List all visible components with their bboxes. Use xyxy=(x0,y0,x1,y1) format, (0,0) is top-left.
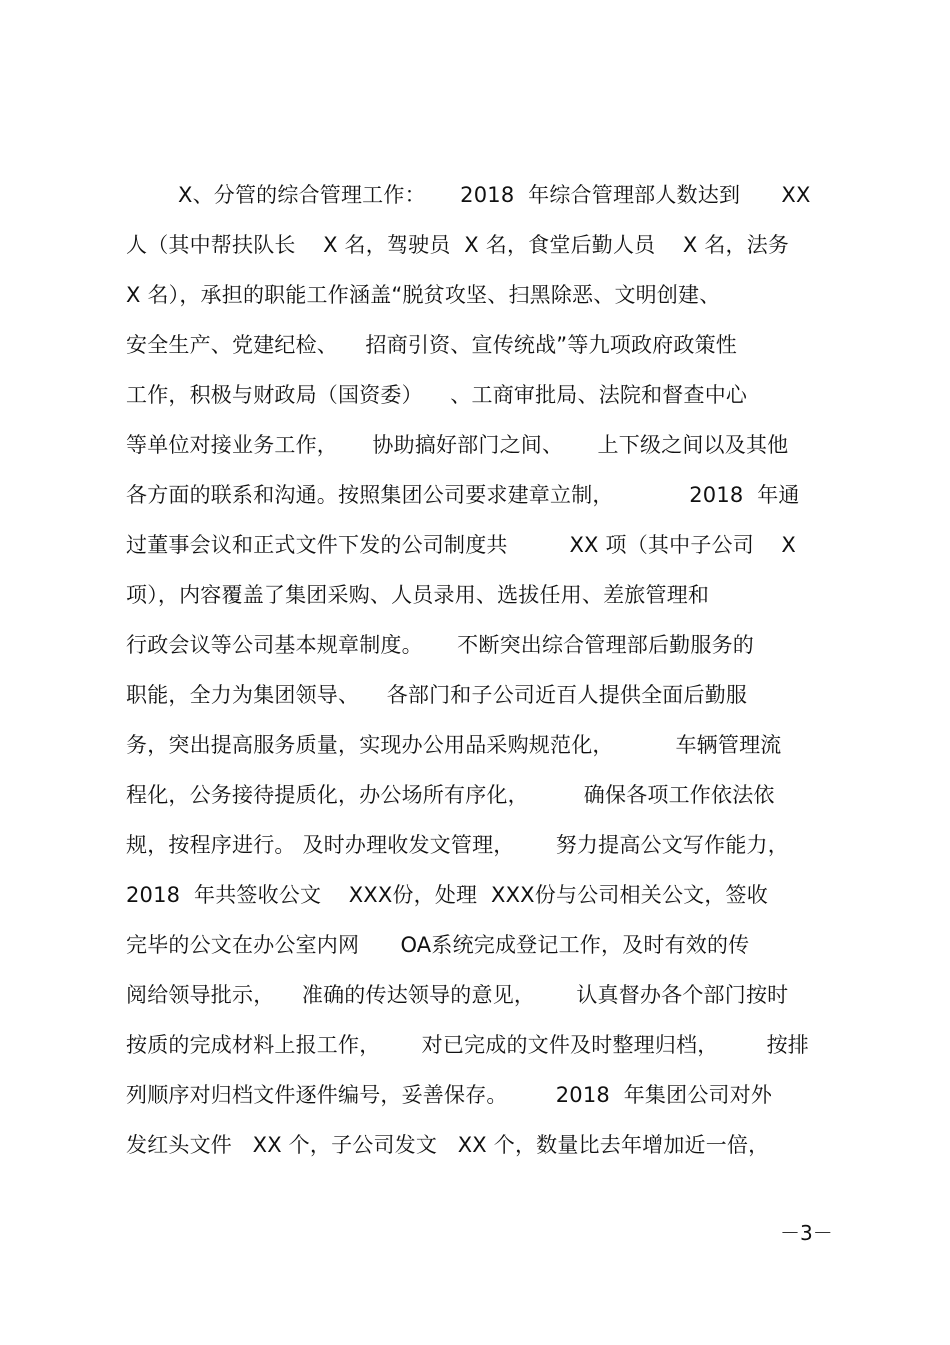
text-line: 人（其中帮扶队长 X 名，驾驶员 X 名，食堂后勤人员 X 名，法务 xyxy=(126,233,790,257)
text-line: X、分管的综合管理工作： 2018 年综合管理部人数达到 XX xyxy=(178,183,811,207)
text-line: 发红头文件 XX 个，子公司发文 XX 个，数量比去年增加近一倍， xyxy=(126,1133,770,1157)
text-line: 列顺序对归档文件逐件编号，妥善保存。 2018 年集团公司对外 xyxy=(126,1083,773,1107)
text-line: 工作，积极与财政局（国资委） 、工商审批局、法院和督查中心 xyxy=(126,383,748,407)
text-line: 安全生产、党建纪检、 招商引资、宣传统战”等九项政府政策性 xyxy=(126,333,737,357)
page-number: －3－ xyxy=(780,1221,833,1245)
text-line: 规，按程序进行。 及时办理收发文管理， 努力提高公文写作能力， xyxy=(126,833,789,857)
text-line: X 名），承担的职能工作涵盖“脱贫攻坚、扫黑除恶、文明创建、 xyxy=(126,283,721,307)
text-line: 程化，公务接待提质化，办公场所有序化， 确保各项工作依法依 xyxy=(126,783,775,807)
text-line: 行政会议等公司基本规章制度。 不断突出综合管理部后勤服务的 xyxy=(126,633,754,657)
text-line: 务，突出提高服务质量，实现办公用品采购规范化， 车辆管理流 xyxy=(126,733,782,757)
text-line: 2018 年共签收公文 XXX份，处理 XXX份与公司相关公文，签收 xyxy=(126,883,768,907)
text-line: 阅给领导批示， 准确的传达领导的意见， 认真督办各个部门按时 xyxy=(126,983,789,1007)
body-paragraph xyxy=(126,170,846,1170)
text-line: 过董事会议和正式文件下发的公司制度共 XX 项（其中子公司 X xyxy=(126,533,797,557)
text-line: 等单位对接业务工作， 协助搞好部门之间、 上下级之间以及其他 xyxy=(126,433,789,457)
text-line: 完毕的公文在办公室内网 OA系统完成登记工作，及时有效的传 xyxy=(126,933,750,957)
text-line: 项），内容覆盖了集团采购、人员录用、选拔任用、差旅管理和 xyxy=(126,583,710,607)
text-line: 按质的完成材料上报工作， 对已完成的文件及时整理归档， 按排 xyxy=(126,1033,809,1057)
text-line: 各方面的联系和沟通。按照集团公司要求建章立制， 2018 年通 xyxy=(126,483,800,507)
text-line: 职能，全力为集团领导、 各部门和子公司近百人提供全面后勤服 xyxy=(126,683,748,707)
